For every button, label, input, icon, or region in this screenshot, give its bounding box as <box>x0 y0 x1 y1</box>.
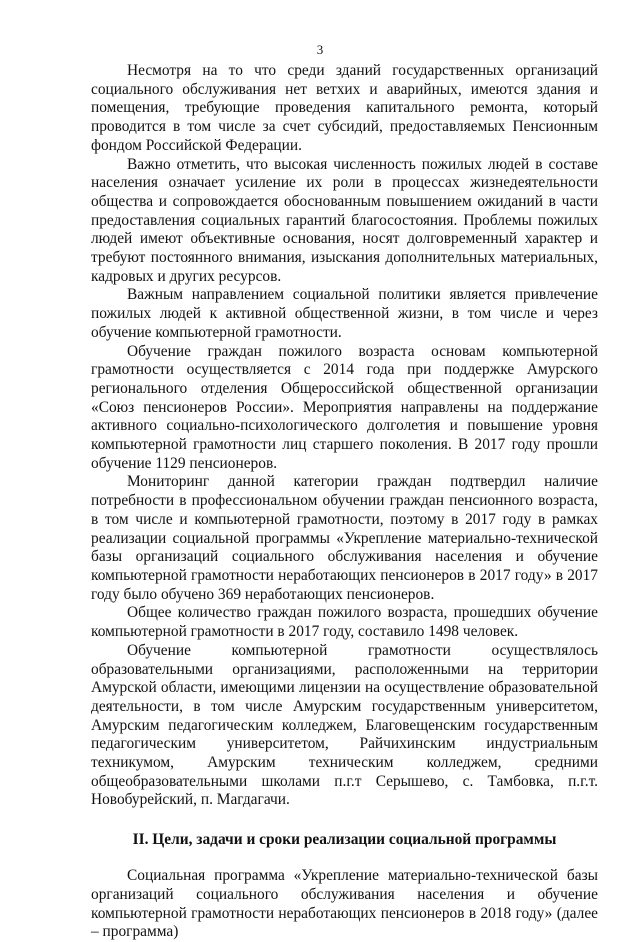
paragraph-elderly-role: Важно отметить, что высокая численность пожилых людей в составе населения означает усиление их роли в процессах жизнедеятельности общества и сопровождается обоснованным повышением ожиданий в части предоставления социальных гарантий благосостояния. Проблемы пожилых людей имеют объективные основания, носят долговременный характер и требуют постоянного внимания, изыскания дополнительных материальных, кадровых и других ресурсов. <box>91 155 598 285</box>
paragraph-computer-training: Обучение граждан пожилого возраста основам компьютерной грамотности осуществляется с 2014 года при поддержке Амурского регионального отделения Общероссийской общественной организации «Союз пенсионеров России». Мероприятия направлены на поддержание активного социально-психологического долголетия и повышение уровня компьютерной грамотности лиц старшего поколения. В 2017 году прошли обучение 1129 пенсионеров. <box>91 342 598 472</box>
paragraph-social-policy: Важным направлением социальной политики является привлечение пожилых людей к активной общественной жизни, в том числе и через обучение компьютерной грамотности. <box>91 286 598 341</box>
section-heading: II. Цели, задачи и сроки реализации социальной программы <box>132 831 557 849</box>
page-number: 3 <box>316 42 324 57</box>
paragraph-monitoring: Мониторинг данной категории граждан подтвердил наличие потребности в профессиональном обучении граждан пенсионного возраста, в том числе и компьютерной грамотности, поэтому в 2017 году в рамках реализации социальной программы «Укрепление материально-технической базы организаций социального обслуживания населения и обучение компьютерной грамотности неработающих пенсионеров в 2017 году» в 2017 году было обучено 369 неработающих пенсионеров. <box>91 473 598 603</box>
paragraph-buildings: Несмотря на то что среди зданий государственных организаций социального обслуживания нет ветхих и аварийных, имеются здания и помещения, требующие проведения капитального ремонта, который проводится в том числе за счет субсидий, предоставляемых Пенсионным фондом Российской Федерации. <box>91 62 598 154</box>
paragraph-educational-organizations: Обучение компьютерной грамотности осуществлялось образовательными организациями, расположенными на территории Амурской области, имеющими лицензии на осуществление образовательной деятельности, в том числе Амурским государственным университетом, Амурским педагогическим колледжем, Благовещенским государственным педагогическим университетом, Райчихинским индустриальным техникумом, Амурским техническим колледжем, средними общеобразовательными школами п.г.т Серышево, с. Тамбовка, п.г.т. Новобурейский, п. Магдагачи. <box>91 641 598 809</box>
paragraph-program-intro: Социальная программа «Укрепление материально-технической базы организаций социального обслуживания населения и обучение компьютерной грамотности неработающих пенсионеров в 2018 году» (далее – программа) <box>91 867 598 941</box>
paragraph-total-trained: Общее количество граждан пожилого возраста, прошедших обучение компьютерной грамотности в 2017 году, составило 1498 человек. <box>91 604 598 641</box>
document-body <box>91 62 598 942</box>
